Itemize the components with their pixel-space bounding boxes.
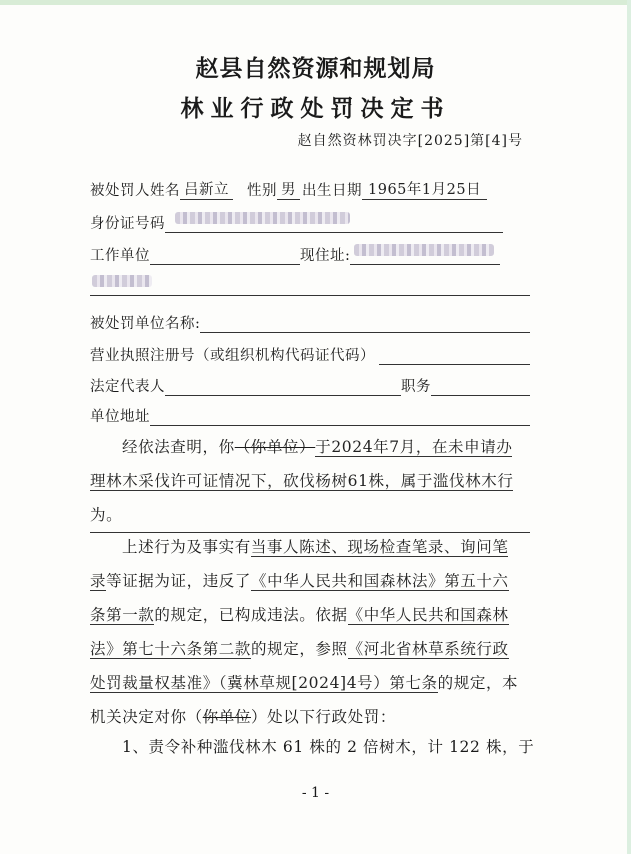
reference-end: 的规定，本	[437, 674, 519, 692]
document-title: 林业行政处罚决定书	[180, 95, 451, 122]
evidence-list-end: 录	[90, 572, 107, 590]
license-label: 营业执照注册号（或组织机构代码证代码）	[90, 348, 375, 364]
penalty-law: 《中华人民共和国森林	[347, 606, 509, 624]
legal-basis-paragraph	[90, 530, 530, 734]
page-number: - 1 -	[301, 785, 330, 801]
violation-conclusion: 的规定，已构成违法。依据	[154, 606, 348, 624]
penalty-item-1: 1、责令补种滥伐林木 61 株的 2 倍树木，计 122 株，于	[122, 738, 535, 756]
unit-name-label: 被处罚单位名称:	[90, 316, 201, 332]
address-label: 现住址:	[300, 248, 351, 264]
decision-struck-unit: 你单位	[202, 708, 252, 726]
work-field	[150, 244, 300, 265]
legal-rep-label: 法定代表人	[90, 379, 165, 395]
id-field	[165, 212, 503, 233]
findings-paragraph	[90, 430, 530, 532]
position-label: 职务	[401, 379, 431, 395]
work-label: 工作单位	[90, 248, 150, 264]
evidence-list: 当事人陈述、现场检查笔录、询问笔	[250, 538, 509, 556]
redacted-id	[175, 212, 350, 224]
violation-intro: 等证据为证，违反了	[106, 572, 252, 590]
unit-name-field	[200, 312, 530, 333]
evidence-intro: 上述行为及事实有	[122, 538, 251, 556]
agency-title: 赵县自然资源和规划局	[195, 55, 436, 82]
address-cont-field	[90, 275, 530, 296]
decision-penalty-intro: ）处以下行政处罚：	[251, 708, 396, 726]
reference-intro: 的规定，参照	[251, 640, 348, 658]
id-label: 身份证号码	[90, 216, 165, 232]
redacted-address-cont	[92, 275, 152, 287]
address-field	[350, 244, 500, 265]
penalty-clause: 法》第七十六条第二款	[90, 640, 252, 658]
gender-value: 男	[277, 178, 300, 200]
name-value: 吕新立	[180, 178, 233, 200]
unit-address-field	[150, 405, 530, 426]
findings-struck-unit: （你单位）	[234, 438, 316, 456]
document-number: 赵自然资林罚决字[2025]第[4]号	[297, 133, 523, 149]
scan-edge-right	[627, 0, 631, 854]
reference-standard: 《河北省林草系统行政	[347, 640, 509, 658]
findings-detail: 理林木采伐许可证情况下，砍伐杨树61株，属于滥伐林木行	[90, 472, 514, 490]
redacted-address	[354, 244, 494, 256]
birth-value: 1965年1月25日	[362, 178, 487, 200]
legal-rep-row	[90, 372, 530, 396]
unit-name-row	[90, 309, 530, 333]
position-field	[431, 375, 530, 396]
birth-label: 出生日期	[302, 183, 362, 199]
decision-intro: 机关决定对你（	[90, 708, 203, 726]
reference-standard-clause: 处罚裁量权基准》（冀林草规[2024]4号）第七条	[90, 674, 438, 692]
findings-date: 于2024年7月，在未申请办	[315, 438, 513, 456]
legal-rep-field	[165, 375, 401, 396]
unit-address-label: 单位地址	[90, 409, 150, 425]
findings-end: 为。	[90, 498, 530, 533]
findings-intro: 经依法查明，你	[122, 438, 235, 456]
name-label: 被处罚人姓名	[90, 183, 180, 199]
license-row	[90, 341, 530, 365]
party-info-row	[90, 176, 530, 200]
address-cont-row	[90, 272, 530, 296]
scan-edge-top	[0, 0, 631, 5]
unit-address-row	[90, 402, 530, 426]
gender-label: 性别	[247, 183, 277, 199]
penalty-item-paragraph	[90, 730, 535, 764]
license-field	[379, 344, 530, 365]
id-row	[90, 209, 530, 233]
violated-clause: 条第一款	[90, 606, 155, 624]
violated-law: 《中华人民共和国森林法》第五十六	[251, 572, 509, 590]
work-row	[90, 241, 530, 265]
